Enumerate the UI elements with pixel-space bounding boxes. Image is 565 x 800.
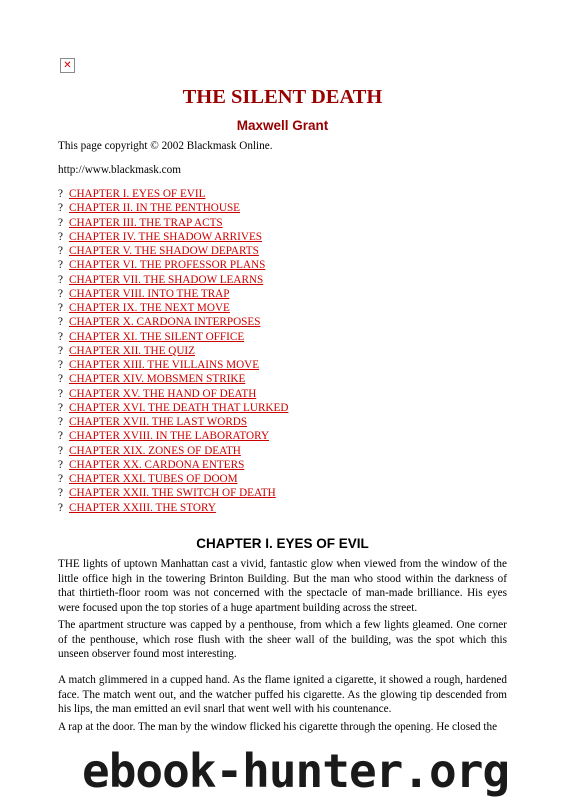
toc-link[interactable]: CHAPTER VII. THE SHADOW LEARNS [69,273,264,286]
toc-item [58,315,288,329]
toc-item [58,444,288,458]
toc-link[interactable]: CHAPTER XIII. THE VILLAINS MOVE [69,359,260,371]
toc-link[interactable]: CHAPTER VIII. INTO THE TRAP [69,287,230,300]
toc-item [58,486,288,500]
toc-bullet: ? [58,359,63,371]
toc-bullet: ? [58,273,63,286]
toc-bullet: ? [58,316,63,329]
paragraph: A match glimmered in a cupped hand. As the flame ignited a cigarette, it showed a rough, hardened face. The match went out, and the watcher puffed his cigarette. As the glowing tip descended from his lips, the man emitted an evil snarl that went well with his countenance. [58,674,507,716]
toc-item [58,387,288,401]
toc-bullet: ? [58,202,63,215]
toc-link[interactable]: CHAPTER I. EYES OF EVIL [69,188,206,200]
toc-item [58,258,288,272]
broken-image-icon: ✕ [60,58,75,73]
toc-link[interactable]: CHAPTER XVII. THE LAST WORDS [69,416,248,428]
toc-bullet: ? [58,473,63,485]
toc-bullet: ? [58,487,63,500]
copyright-notice: This page copyright © 2002 Blackmask Online. [58,140,273,152]
toc-link[interactable]: CHAPTER XVI. THE DEATH THAT LURKED [69,401,289,414]
author-name: Maxwell Grant [236,118,329,133]
toc-link[interactable]: CHAPTER XV. THE HAND OF DEATH [69,387,257,400]
toc-item [58,301,288,315]
toc-bullet: ? [58,216,63,229]
watermark: ebook-hunter.org [82,742,562,800]
toc-item [58,415,288,429]
toc-link[interactable]: CHAPTER XIX. ZONES OF DEATH [69,444,241,457]
toc-bullet: ? [58,416,63,428]
site-url: http://www.blackmask.com [58,164,181,176]
toc-item [58,230,288,244]
toc-item [58,344,288,358]
toc-bullet: ? [58,330,63,343]
toc-bullet: ? [58,401,63,414]
toc-item [58,244,288,258]
toc-bullet: ? [58,344,63,357]
toc-link[interactable]: CHAPTER XI. THE SILENT OFFICE [69,330,245,343]
toc-link[interactable]: CHAPTER XVIII. IN THE LABORATORY [69,430,270,443]
toc-link[interactable]: CHAPTER II. IN THE PENTHOUSE [69,202,241,215]
toc-bullet: ? [58,458,63,471]
toc-bullet: ? [58,444,63,457]
paragraph: A rap at the door. The man by the window flicked his cigarette through the opening. He closed the [58,721,498,733]
toc-bullet: ? [58,501,63,514]
chapter-heading: CHAPTER I. EYES OF EVIL [196,536,369,551]
toc-bullet: ? [58,302,63,314]
table-of-contents [58,187,288,515]
toc-bullet: ? [58,259,63,272]
toc-item [58,458,288,472]
toc-link[interactable]: CHAPTER XII. THE QUIZ [69,344,195,357]
toc-link[interactable]: CHAPTER XX. CARDONA ENTERS [69,458,245,471]
paragraph: THE lights of uptown Manhattan cast a vivid, fantastic glow when viewed from the window of the little office high in the towering Brinton Building. But the man who stood within the darkness of that thirtieth-floor room was not concerned with the spectacle of man-made brilliance. His eyes were focused upon the top stories of a huge apartment building across the street. [58,558,507,614]
toc-link[interactable]: CHAPTER V. THE SHADOW DEPARTS [69,245,259,257]
book-title: THE SILENT DEATH [182,86,383,108]
toc-item [58,429,288,443]
toc-bullet: ? [58,188,63,200]
toc-item [58,187,288,201]
toc-bullet: ? [58,230,63,243]
toc-item [58,372,288,386]
toc-item [58,201,288,215]
toc-link[interactable]: CHAPTER XXII. THE SWITCH OF DEATH [69,487,276,500]
toc-item [58,273,288,287]
toc-bullet: ? [58,373,63,386]
toc-bullet: ? [58,287,63,300]
toc-link[interactable]: CHAPTER VI. THE PROFESSOR PLANS [69,259,266,272]
toc-link[interactable]: CHAPTER XXIII. THE STORY [69,501,216,514]
toc-link[interactable]: CHAPTER IX. THE NEXT MOVE [69,302,230,314]
toc-link[interactable]: CHAPTER IV. THE SHADOW ARRIVES [69,230,263,243]
toc-bullet: ? [58,245,63,257]
toc-item [58,358,288,372]
toc-item [58,330,288,344]
toc-link[interactable]: CHAPTER III. THE TRAP ACTS [69,216,223,229]
toc-item [58,216,288,230]
toc-bullet: ? [58,430,63,443]
toc-link[interactable]: CHAPTER XIV. MOBSMEN STRIKE [69,373,246,386]
toc-item [58,401,288,415]
toc-bullet: ? [58,387,63,400]
toc-link[interactable]: CHAPTER X. CARDONA INTERPOSES [69,316,261,329]
toc-link[interactable]: CHAPTER XXI. TUBES OF DOOM [69,473,238,485]
toc-item [58,287,288,301]
paragraph: The apartment structure was capped by a penthouse, from which a few lights gleamed. One corner of the penthouse, which rose flush with the sheer wall of the building, was the spot which this unseen observer found most interesting. [58,619,507,661]
toc-item [58,472,288,486]
toc-item [58,501,288,515]
